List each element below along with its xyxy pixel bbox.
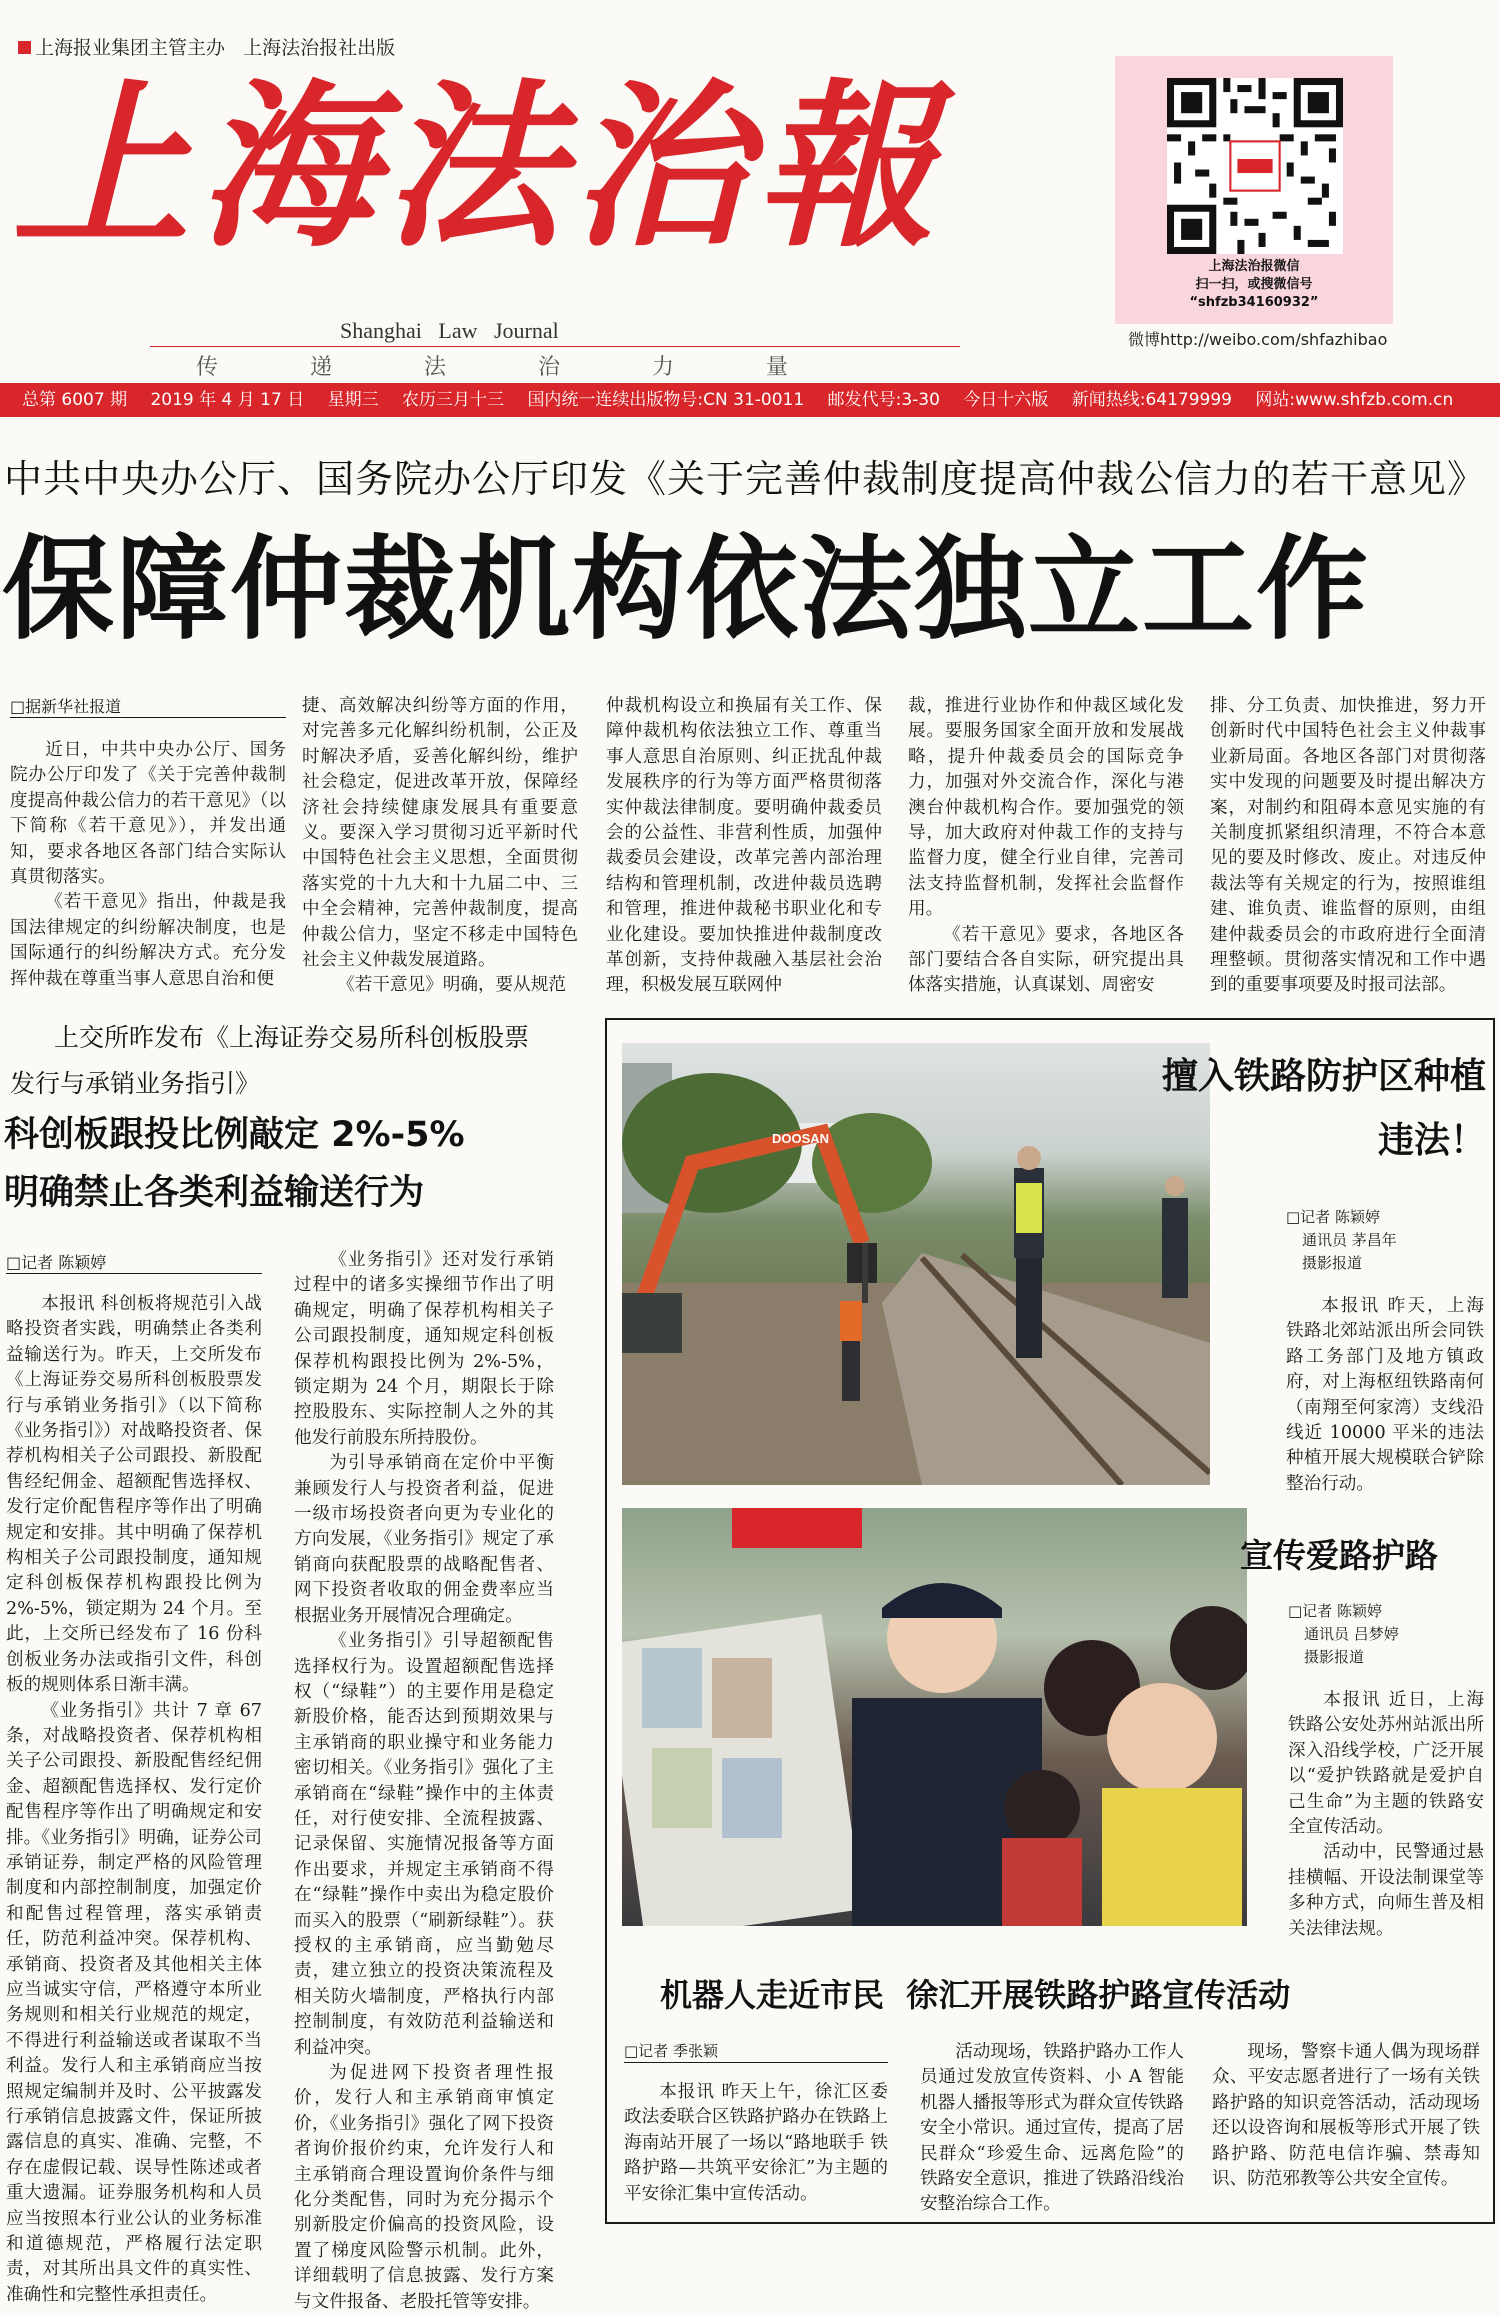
photo1-text (1286, 1294, 1484, 1497)
top-line-publisher: 上海报业集团主管主办 (35, 37, 226, 59)
photo1-credit-1: □记者 陈颖婷 (1286, 1208, 1380, 1226)
lead-c4-p1: 裁，推进行业协作和仲裁区域化发展。要服务国家全面开放和发展战略，提升仲裁委员会的国际竞争力，加强对外交流合作，深化与港澳台仲裁机构合作。要加强党的领导，加大政府对仲裁工作的支持与监督力度，健全行业自律，完善司法支持监督机制，发挥社会监督作用。 (908, 696, 1184, 920)
issue-post: 邮发代号:3-30 (827, 390, 940, 410)
lead-column-4 (908, 694, 1184, 999)
star-kicker-2: 发行与承销业务指引》 (10, 1069, 261, 1098)
star-c2-p2: 为引导承销商在定价中平衡兼顾发行人与投资者利益，促进一级市场投资者向更为专业化的方向发展，《业务指引》规定了承销商向获配股票的战略配售者、网下投资者收取的佣金费率应当根据业务开展情况合理确定。 (294, 1453, 554, 1626)
star-byline-rule (6, 1273, 262, 1274)
photo1-credit-2: 通讯员 茅昌年 (1302, 1231, 1397, 1249)
qr-caption-3: “shfzb34160932” (1189, 295, 1319, 310)
robot-headline[interactable]: 机器人走近市民 徐汇开展铁路护路宣传活动 (660, 1976, 1291, 2014)
photo-police-students[interactable] (622, 1508, 1247, 1926)
qr-caption (1115, 258, 1393, 312)
photo1-title (1100, 1045, 1486, 1173)
robot-column-3 (1212, 2040, 1480, 2192)
excavator-brand: DOOSAN (772, 1131, 830, 1146)
photo2-credit (1288, 1600, 1399, 1669)
star-column-2 (294, 1248, 554, 2315)
issue-hotline: 新闻热线:64179999 (1071, 390, 1232, 410)
info-bar (0, 383, 1500, 417)
star-kicker-1: 上交所昨发布《上海证券交易所科创板股票 (54, 1023, 530, 1052)
lead-headline[interactable]: 保障仲裁机构依法独立工作 (2, 525, 1370, 655)
lead-column-2 (302, 694, 578, 999)
star-byline: □记者 陈颖婷 (6, 1253, 107, 1272)
qr-caption-2: 扫一扫，或搜微信号 (1195, 277, 1313, 292)
masthead-title: 上海法治報 (12, 62, 942, 271)
lead-c2-p2: 《若干意见》明确，要从规范 (337, 975, 566, 996)
star-headline-1: 科创板跟投比例敲定 2%-5% (4, 1115, 465, 1155)
star-column-1 (6, 1292, 262, 2308)
lead-c1-p2: 《若干意见》指出，仲裁是我国法律规定的纠纷解决制度，也是国际通行的纠纷解决方式。充分发挥仲裁在尊重当事人意思自治和便 (10, 892, 286, 989)
robot-byline: □记者 季张颖 (624, 2042, 718, 2060)
lead-c5-p1: 排、分工负责、加快推进，努力开创新时代中国特色社会主义仲裁事业新局面。各地区各部门对贯彻落实中发现的问题要及时提出解决方案，对制约和阻碍本意见实施的有关制度抓紧组织清理，不符合本意见的要及时修改、废止。对违反仲裁法等有关规定的行为，按照谁组建、谁负责、谁监督的原则，由组建仲裁委员会的市政府进行全面清理整顿。贯彻落实情况和工作中遇到的重要事项要及时报司法部。 (1210, 696, 1486, 996)
issue-website[interactable]: 网站:www.shfzb.com.cn (1255, 390, 1454, 410)
qr-caption-1: 上海法治报微信 (1208, 259, 1300, 274)
star-c2-p3: 《业务指引》引导超额配售选择权行为。设置超额配售选择权（“绿鞋”）的主要作用是稳定新股价格，能否达到预期效果与主承销商的职业操守和业务能力密切相关。《业务指引》强化了主承销商在“绿鞋”操作中的主体责任，对行使安排、全流程披露、记录保留、实施情况报备等方面作出要求，并规定主承销商不得在“绿鞋”操作中卖出为稳定股价而买入的股票（“刷新绿鞋”）。获授权的主承销商，应当勤勉尽责，建立独立的投资决策流程及相关防火墙制度，严格执行内部控制制度，有效防范利益输送和利益冲突。 (294, 1631, 554, 2058)
robot-column-2 (920, 2040, 1184, 2218)
lead-byline: □据新华社报道 (10, 697, 122, 716)
masthead-rule (150, 346, 960, 347)
star-headline[interactable] (4, 1106, 594, 1222)
lead-c4-p2: 《若干意见》要求，各地区各部门要结合各自实际，研究提出具体落实措施，认真谋划、周密安 (908, 924, 1184, 996)
issue-number: 总第 6007 期 (22, 390, 128, 410)
photo2-text-p2: 活动中，民警通过悬挂横幅、开设法制课堂等多种方式，向师生普及相关法律法规。 (1288, 1842, 1484, 1939)
star-c2-p4: 为促进网下投资者理性报价，发行人和主承销商审慎定价，《业务指引》强化了网下投资者询价报价约束，允许发行人和主承销商合理设置询价条件与细化分类配售，同时为充分揭示个别新股定价偏高的投资风险，设置了梯度风险警示机制。此外，详细载明了信息披露、发行方案与文件报备、老股托管等安排。 (294, 2063, 554, 2312)
lead-c2-p1: 捷、高效解决纠纷等方面的作用，对完善多元化解纠纷机制，公正及时解决矛盾，妥善化解纠纷，维护社会稳定，促进改革开放，保障经济社会持续健康发展具有重要意义。要深入学习贯彻习近平新时代中国特色社会主义思想，全面贯彻落实党的十九大和十九届二中、三中全会精神，完善仲裁制度，提高仲裁公信力，坚定不移走中国特色社会主义仲裁发展道路。 (302, 696, 578, 971)
lead-column-3 (606, 694, 882, 999)
robot-column-1 (624, 2080, 888, 2207)
star-kicker (10, 1015, 600, 1107)
lead-column-5 (1210, 694, 1486, 999)
issue-date: 2019 年 4 月 17 日 (150, 390, 305, 410)
issue-cn: 国内统一连续出版物号:CN 31-0011 (527, 390, 805, 410)
lead-column-1 (10, 738, 286, 992)
lead-c1-p1: 近日，中共中央办公厅、国务院办公厅印发了《关于完善仲裁制度提高仲裁公信力的若干意见》（以下简称《若干意见》），并发出通知，要求各地区各部门结合实际认真贯彻落实。 (10, 740, 286, 888)
photo2-scene (622, 1508, 1247, 1926)
lead-c3-p1: 仲裁机构设立和换届有关工作、保障仲裁机构依法独立工作、尊重当事人意思自治原则、纠正扰乱仲裁发展秩序的行为等方面严格贯彻落实仲裁法律制度。要明确仲裁委员会的公益性、非营利性质，加强仲裁委员会建设，改革完善内部治理结构和管理机制，改进仲裁员选聘和管理，推进仲裁秘书职业化和专业化建设。要加快推进仲裁制度改革创新，支持仲裁融入基层社会治理，积极发展互联网仲 (606, 696, 882, 996)
issue-lunar: 农历三月十三 (402, 390, 505, 410)
issue-pages: 今日十六版 (963, 390, 1049, 410)
photo1-credit-3: 摄影报道 (1302, 1254, 1363, 1272)
photo1-title-1: 擅入铁路防护区种植 (1161, 1056, 1486, 1097)
photo2-title: 宣传爱路护路 (1240, 1536, 1438, 1575)
photo1-title-2: 违法！ (1377, 1120, 1486, 1161)
photo2-credit-1: □记者 陈颖婷 (1288, 1602, 1382, 1620)
photo2-text-p1: 本报讯 近日，上海铁路公安处苏州站派出所深入沿线学校，广泛开展以“爱护铁路就是爱护自己生命”为主题的铁路安全宣传活动。 (1288, 1690, 1484, 1838)
star-c2-p1: 《业务指引》还对发行承销过程中的诸多实操细节作出了明确规定，明确了保荐机构相关子公司跟投制度，通知规定科创板保荐机构跟投比例为 2%-5%，锁定期为 24 个月，期限长于除控股股东、实际控制人之外的其他发行前股东所持股份。 (294, 1250, 554, 1448)
masthead-slogan: 传 递 法 治 力 量 (196, 355, 814, 380)
robot-c3-p: 现场，警察卡通人偶为现场群众、平安志愿者进行了一场有关铁路护路的知识竞答活动，活动现场还以设咨询和展板等形式开展了铁路护路、防范电信诈骗、禁毒知识、防范邪教等公共安全宣传。 (1212, 2042, 1480, 2190)
qr-code-icon[interactable] (1167, 78, 1343, 254)
star-c1-p1: 本报讯 科创板将规范引入战略投资者实践，明确禁止各类利益输送行为。昨天，上交所发布《上海证券交易所科创板股票发行与承销业务指引》（以下简称《业务指引》）对战略投资者、保荐机构相关子公司跟投、新股配售经纪佣金、超额配售选择权、发行定价配售程序等作出了明确规定和安排。其中明确了保荐机构相关子公司跟投制度，通知规定科创板保荐机构跟投比例为 2%-5%，锁定期为 24 个月。至此，上交所已经发布了 16 份科创板业务办法或指引文件，科创板的规则体系日渐丰满。 (6, 1294, 262, 1696)
top-line-issuer: 上海法治报社出版 (243, 37, 396, 59)
lead-byline-rule (10, 717, 286, 718)
photo2-credit-2: 通讯员 吕梦婷 (1304, 1625, 1399, 1643)
star-headline-2: 明确禁止各类利益输送行为 (4, 1173, 425, 1213)
issue-weekday: 星期三 (327, 390, 379, 410)
star-c1-p2: 《业务指引》共计 7 章 67 条，对战略投资者、保荐机构相关子公司跟投、新股配售经纪佣金、超额配售选择权、发行定价配售程序等作出了明确规定和安排。《业务指引》明确，证券公司承销证券，制定严格的风险管理制度和内部控制制度，加强定价和配售过程管理，落实承销责任，防范利益冲突。保荐机构、承销商、投资者及其他相关主体应当诚实守信，严格遵守本所业务规则和相关行业规范的规定，不得进行利益输送或者谋取不当利益。发行人和主承销商应当按照规定编制并及时、公平披露发行承销信息披露文件，保证所披露信息的真实、准确、完整，不存在虚假记载、误导性陈述或者重大遗漏。证券服务机构和人员应当按照本行业公认的业务标准和道德规范，严格履行法定职责，对其所出具文件的真实性、准确性和完整性承担责任。 (6, 1700, 262, 2305)
photo1-credit (1286, 1206, 1397, 1275)
robot-c2-p: 活动现场，铁路护路办工作人员通过发放宣传资料、小 A 智能机器人播报等形式为群众宣传铁路安全小常识。通过宣传，提高了居民群众“珍爱生命、远离危险”的铁路安全意识，推进了铁路沿线治安整治综合工作。 (920, 2042, 1184, 2215)
lead-kicker: 中共中央办公厅、国务院办公厅印发《关于完善仲裁制度提高仲裁公信力的若干意见》 (4, 457, 1487, 501)
qr-box (1115, 56, 1393, 324)
robot-c1-p: 本报讯 昨天上午，徐汇区委政法委联合区铁路护路办在铁路上海南站开展了一场以“路地联手 铁路护路—共筑平安徐汇”为主题的平安徐汇集中宣传活动。 (624, 2082, 888, 2204)
photo1-text-p: 本报讯 昨天，上海铁路北郊站派出所会同铁路工务部门及地方镇政府，对上海枢纽铁路南何（南翔至何家湾）支线沿线近 10000 平米的违法种植开展大规模联合铲除整治行动。 (1286, 1296, 1484, 1494)
masthead-english: Shanghai Law Journal (340, 318, 559, 343)
photo2-credit-3: 摄影报道 (1304, 1648, 1365, 1666)
weibo-link[interactable]: 微博http://weibo.com/shfazhibao (1128, 330, 1388, 349)
photo2-text (1288, 1688, 1484, 1942)
robot-byline-rule (624, 2062, 888, 2063)
